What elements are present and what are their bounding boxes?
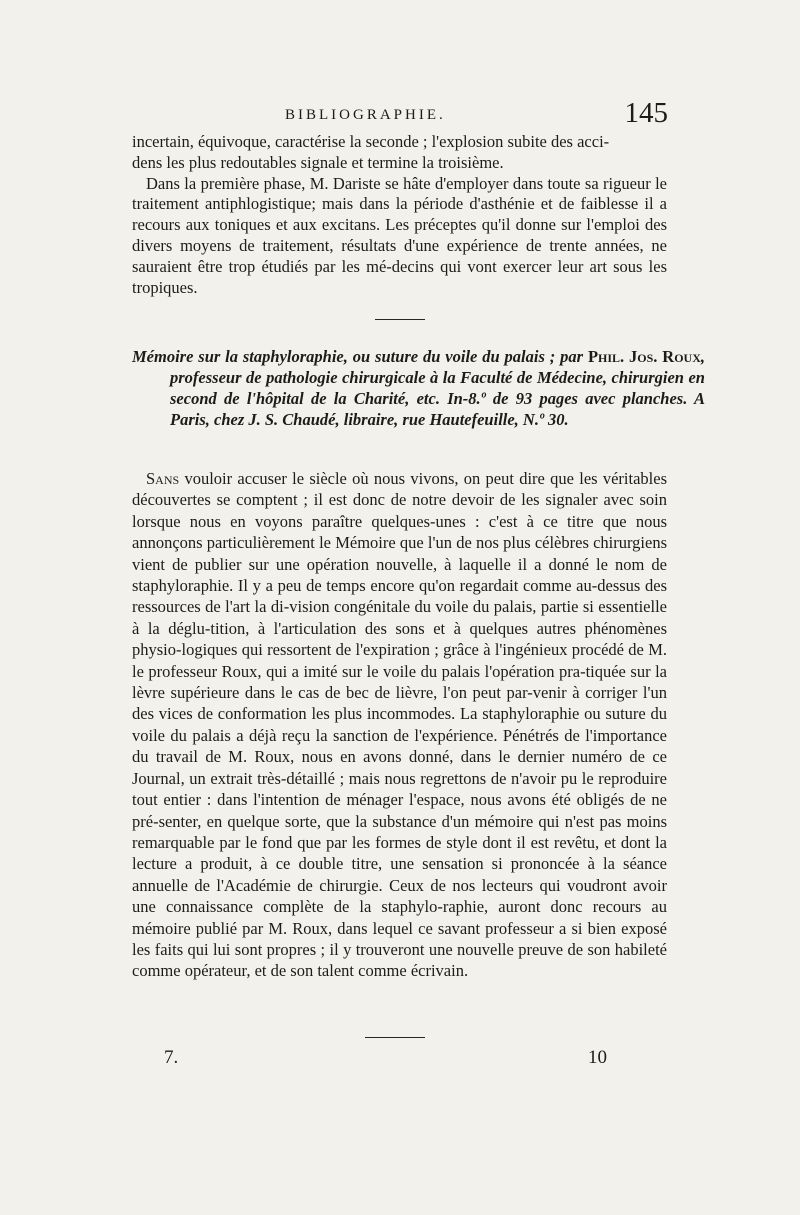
paragraph-phase: Dans la première phase, M. Dariste se hâte d'employer dans toute sa rigueur le traitement antiphlogistique; mais dans la période d'asthénie et de faiblesse il a recours aux toniques et aux excitans. Les préceptes qu'il donne sur l'emploi des divers moyens de traitement, résultats d'une expérience de trente années, ne sauraient être trop étudiés par les mé-decins qui vont exercer leur art sous les tropiques. <box>132 173 667 297</box>
lead-word: Sans <box>146 469 180 488</box>
review-title-block <box>132 346 705 430</box>
review-description: , professeur de pathologie chirurgicale à la Faculté de Médecine, chirurgien en second de l'hôpital de la Charité, etc. In-8.º de 93 pages avec planches. A Paris, chez J. S. Chaudé, libraire, rue Hautefeuille, N.º 30. <box>170 347 705 429</box>
running-title: BIBLIOGRAPHIE. <box>285 107 446 123</box>
page-header <box>127 97 668 129</box>
paragraph-review-text: vouloir accuser le siècle où nous vivons, on peut dire que les véritables découvertes se comptent ; il est donc de notre devoir de les signaler avec soin lorsque nous en voyons paraître quelques-unes : c'est à ce titre que nous annonçons particulièrement le Mémoire que l'un de nos plus célèbres chirurgiens vient de publier sur une opération nouvelle, à laquelle il a donné le nom de staphyloraphie. Il y a peu de temps encore qu'on regardait comme au-dessus des ressources de l'art la di-vision congénitale du voile du palais, partie si essentielle à la déglu-tition, à l'articulation des sons et à quelques autres phénomènes physio-logiques qui ressortent de l'expiration ; grâce à l'ingénieux procédé de M. le professeur Roux, qui a imité sur le voile du palais l'opération pra-tiquée sur la lèvre supérieure dans le cas de bec de lièvre, l'on peut par-venir à corriger l'un des vices de conformation les plus incommodes. La staphyloraphie ou suture du voile du palais a déjà reçu la sanction de l'expérience. Pénétrés de l'importance du travail de M. Roux, nous en avons donné, dans le dernier numéro de ce Journal, un extrait très-détaillé ; mais nous regrettons de n'avoir pu le reproduire tout entier : dans l'intention de ménager l'espace, nous avons été obligés de ne pré-senter, en quelque sorte, que la substance d'un mémoire qui n'est pas moins remarquable par le fond que par les formes de style dont il est revêtu, et dont la lecture a produit, à ce double titre, une sensation si prononcée à la séance annuelle de l'Académie de chirurgie. Ceux de nos lecteurs qui voudront avoir une connaissance complète de la staphylo-raphie, auront donc recours au mémoire publié par M. Roux, dans lequel ce savant professeur a si bien exposé les faits qui lui sont propres ; il y trouveront une nouvelle preuve de son habileté comme opérateur, et de son talent comme écrivain. <box>132 469 667 981</box>
sheet-number: 10 <box>588 1047 607 1068</box>
signature-mark: 7. <box>164 1047 179 1068</box>
section-divider <box>375 319 425 320</box>
review-title: Mémoire sur la staphyloraphie, ou suture du voile du palais ; par <box>132 347 584 366</box>
continuation-line: incertain, équivoque, caractérise la seconde ; l'explosion subite des acci- <box>132 132 610 151</box>
continuation-line: dens les plus redoutables signale et termine la troisième. <box>132 152 504 172</box>
review-author: Phil. Jos. Roux <box>587 347 701 366</box>
closing-divider <box>365 1037 425 1038</box>
paragraph-review <box>132 468 667 982</box>
text-block-intro <box>132 132 667 298</box>
page-number: 145 <box>624 97 668 129</box>
review-body <box>132 468 667 982</box>
